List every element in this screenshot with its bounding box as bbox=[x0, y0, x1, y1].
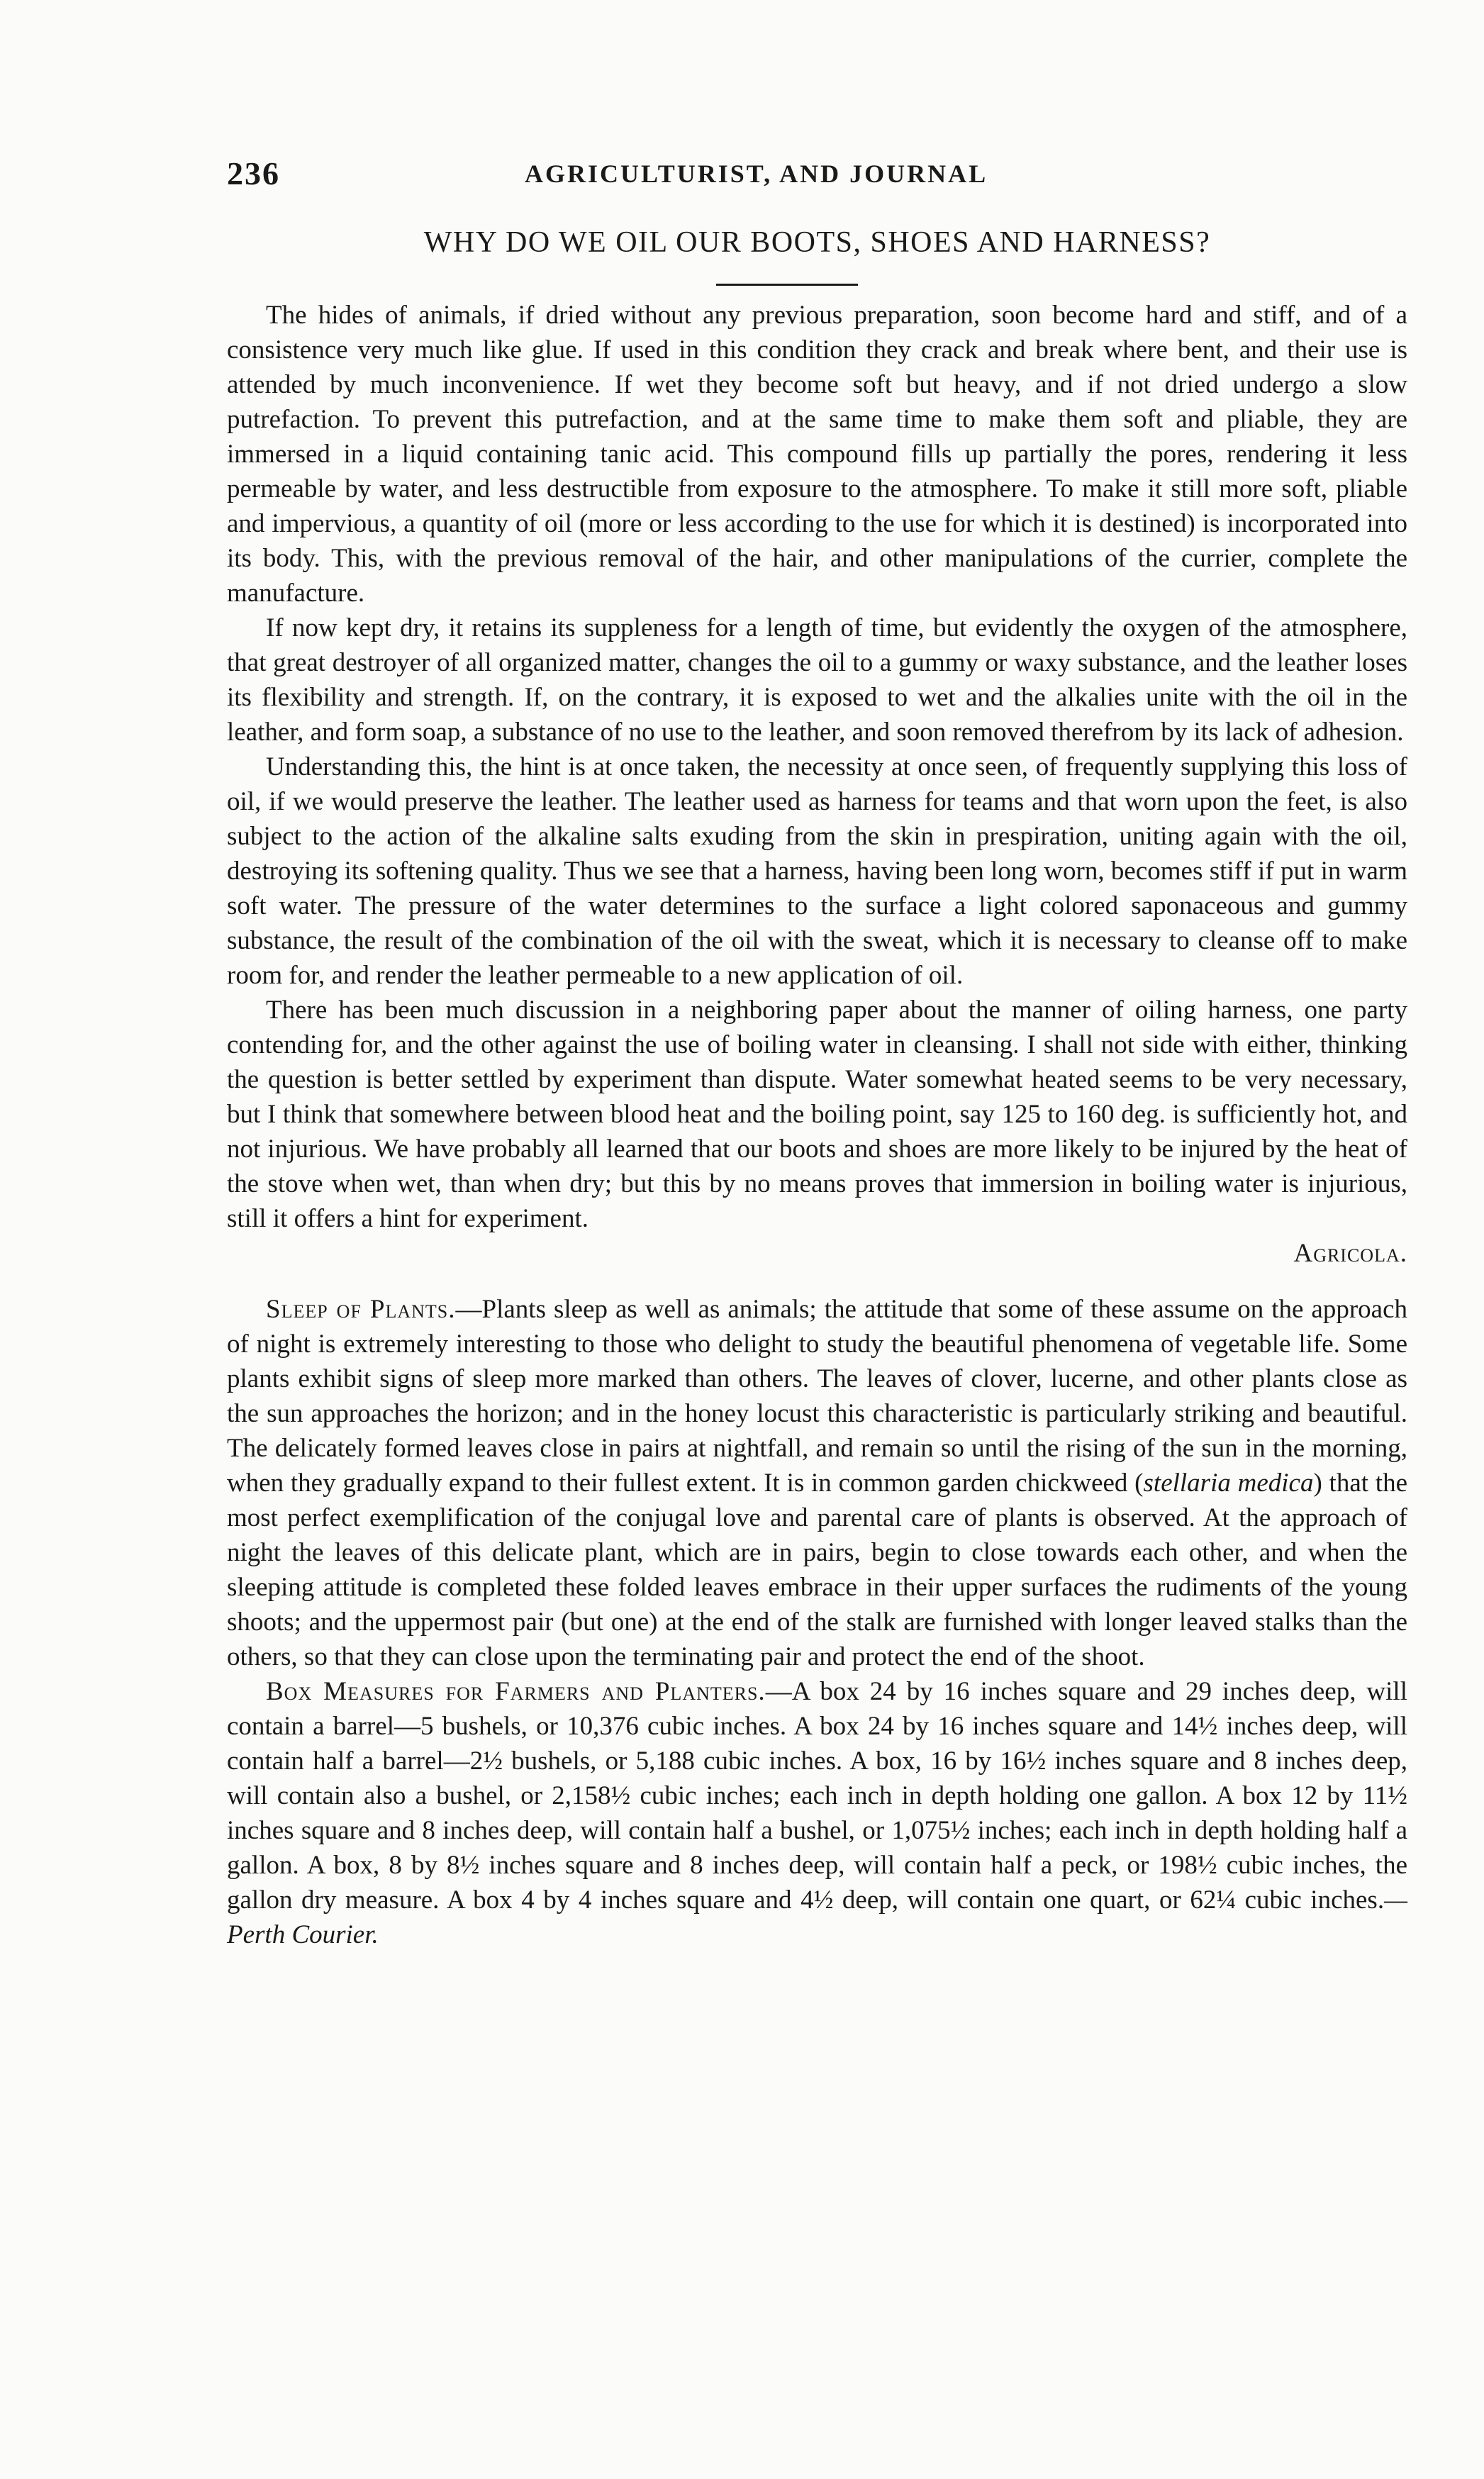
signature: Agricola. bbox=[1293, 1239, 1407, 1268]
section-heading: Sleep of Plants. bbox=[266, 1295, 456, 1324]
paragraph: If now kept dry, it retains its suppleness for a length of time, but evidently the oxygen of the atmosphere, that great destroyer of all organized matter, changes the oil to a gummy or waxy substance, and the leather loses its flexibility and strength. If, on the contrary, it is exposed to wet and the alkalies unite with the oil in the leather, and form soap, a substance of no use to the leather, and soon removed therefrom by its lack of adhesion. bbox=[227, 613, 1407, 747]
paragraph: Understanding this, the hint is at once taken, the necessity at once seen, of frequently supplying this loss of oil, if we would preserve the leather. The leather used as harness for teams and that worn upon the feet, is also subject to the action of the alkaline salts exuding from the skin in prespiration, uniting again with the oil, destroying its softening quality. Thus we see that a harness, having been long worn, becomes stiff if put in warm soft water. The pressure of the water determines to the surface a light colored saponaceous and gummy substance, the result of the combination of the oil with the sweat, which it is necessary to cleanse off to make room for, and render the leather permeable to a new application of oil. bbox=[227, 752, 1407, 990]
paragraph: There has been much discussion in a neighboring paper about the manner of oiling harness, one party contending for, and the other against the use of boiling water in cleansing. I shall not side with either, thinking the question is better settled by experiment than dispute. Water somewhat heated seems to be very necessary, but I think that somewhere between blood heat and the boiling point, say 125 to 160 deg. is sufficiently hot, and not injurious. We have probably all learned that our boots and shoes are more likely to be injured by the heat of the stove when wet, than when dry; but this by no means proves that immersion in boiling water is injurious, still it offers a hint for experiment. bbox=[227, 996, 1407, 1233]
paragraph-text: —A box 24 by 16 inches square and 29 inches deep, will contain a barrel—5 bushels, or 10,376 cubic inches. A box 24 by 16 inches square and 14½ inches deep, will contain half a barrel—2½ bushels, or 5,188 cubic inches. A box, 16 by 16½ inches square and 8 inches deep, will contain also a bushel, or 2,158½ cubic inches; each inch in depth holding one gallon. A box 12 by 11½ inches square and 8 inches deep, will contain half a bushel, or 1,075½ inches; each inch in depth holding half a gallon. A box, 8 by 8½ inches square and 8 inches deep, will contain half a peck, or 198½ cubic inches, the gallon dry measure. A box 4 by 4 inches square and 4½ deep, will contain one quart, or 62¼ cubic inches. bbox=[227, 1677, 1407, 1915]
page-header bbox=[227, 155, 1407, 204]
section-gap bbox=[227, 1271, 1407, 1292]
paragraph-text: —Plants sleep as well as animals; the attitude that some of these assume on the approach of night is extremely interesting to those who delight to study the beautiful phenomena of vegetable life. Some plants exhibit signs of sleep more marked than others. The leaves of clover, lucerne, and other plants close as the sun approaches the horizon; and in the honey locust this characteristic is particularly striking and beautiful. The delicately formed leaves close in pairs at nightfall, and remain so until the rising of the sun in the morning, when they gradually expand to their fullest extent. It is in common garden chickweed ( bbox=[227, 1295, 1407, 1498]
latin-name: stellaria medica bbox=[1143, 1469, 1314, 1498]
running-title: AGRICULTURIST, AND JOURNAL bbox=[525, 160, 988, 188]
title-rule bbox=[716, 284, 858, 286]
article-body bbox=[227, 298, 1407, 1952]
sleep-of-plants-paragraph bbox=[227, 1292, 1407, 1674]
source-citation: —Perth Courier. bbox=[227, 1885, 1407, 1949]
paragraph: The hides of animals, if dried without any previous preparation, soon become hard and stiff, and of a consistence very much like glue. If used in this condition they crack and break where bent, and their use is attended by much inconvenience. If wet they become soft but heavy, and if not dried undergo a slow putrefaction. To prevent this putrefaction, and at the same time to make them soft and pliable, they are immersed in a liquid containing tanic acid. This compound fills up partially the pores, rendering it less permeable by water, and less destructible from exposure to the atmosphere. To make it still more soft, pliable and impervious, a quantity of oil (more or less according to the use for which it is destined) is incorporated into its body. This, with the previous removal of the hair, and other manipulations of the currier, complete the manufacture. bbox=[227, 301, 1407, 608]
section-heading: Box Measures for Farmers and Planters. bbox=[266, 1677, 766, 1706]
page-number: 236 bbox=[227, 155, 280, 191]
box-measures-paragraph bbox=[227, 1674, 1407, 1952]
paragraph-text: ) that the most perfect exemplification of the conjugal love and parental care of plants is observed. At the approach of night the leaves of this delicate plant, which are in pairs, begin to close towards each other, and when the sleeping attitude is completed these folded leaves embrace in their upper surfaces the rudiments of the young shoots; and the uppermost pair (but one) at the end of the stalk are furnished with longer leaved stalks than the others, so that they can close upon the terminating pair and protect the end of the shoot. bbox=[227, 1469, 1407, 1671]
article-title: WHY DO WE OIL OUR BOOTS, SHOES AND HARNESS? bbox=[423, 226, 1211, 259]
